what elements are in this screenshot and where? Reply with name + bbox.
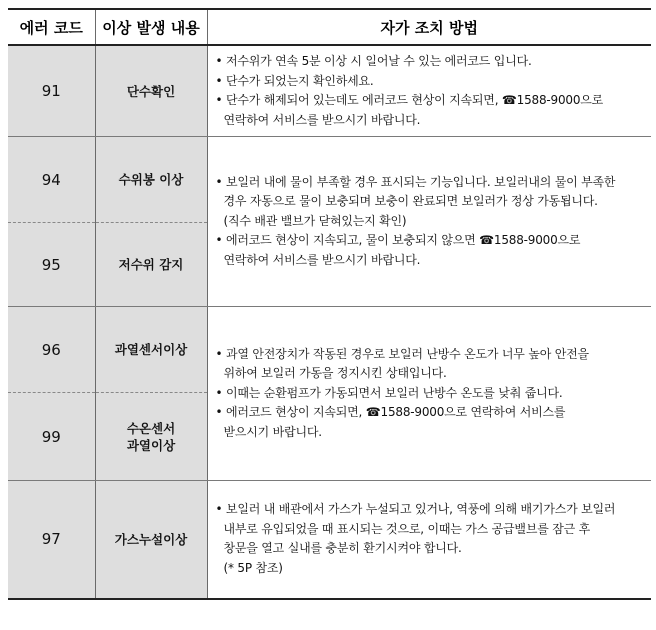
error-code-cell: 91: [8, 45, 95, 137]
issue-name-cell: 가스누설이상: [95, 481, 207, 599]
table-row: [8, 45, 651, 137]
error-code-table: [8, 8, 651, 600]
header-issue: 이상 발생 내용: [95, 9, 207, 45]
table-row: [8, 307, 651, 393]
table-row: [8, 481, 651, 599]
issue-name-cell: 수위봉 이상: [95, 137, 207, 223]
error-code-table-container: [8, 8, 651, 600]
table-header-row: [8, 9, 651, 45]
phone-icon: ☎: [501, 93, 517, 107]
error-code-cell: 97: [8, 481, 95, 599]
error-code-cell: 96: [8, 307, 95, 393]
issue-name-cell: 단수확인: [95, 45, 207, 137]
phone-icon: ☎: [365, 405, 381, 420]
header-self-action: 자가 조치 방법: [207, 9, 651, 45]
action-description-cell: • 보일러 내에 물이 부족할 경우 표시되는 기능입니다. 보일러내의 물이 부족한 경우 자동으로 물이 보충되며 보충이 완료되면 보일러가 정상 가동됩니다. (직수 배관 밸브가 닫혀있는지 확인) • 에러코드 현상이 지속되고, 물이 보충되지 않으면 ☎1588-9000으로 연락하여 서비스를 받으시기 바랍니다.: [207, 137, 651, 307]
error-code-cell: 94: [8, 137, 95, 223]
issue-name-cell: 과열센서이상: [95, 307, 207, 393]
header-error-code: 에러 코드: [8, 9, 95, 45]
action-description-cell: • 저수위가 연속 5분 이상 시 일어날 수 있는 에러코드 입니다. • 단수가 되었는지 확인하세요. • 단수가 해제되어 있는데도 에러코드 현상이 지속되면, ☎1588-9000으로 연락하여 서비스를 받으시기 바랍니다.: [207, 45, 651, 137]
error-code-cell: 95: [8, 223, 95, 307]
action-description-cell: • 보일러 내 배관에서 가스가 누설되고 있거나, 역풍에 의해 배기가스가 보일러 내부로 유입되었을 때 표시되는 것으로, 이때는 가스 공급밸브를 잠근 후 창문을 열고 실내를 충분히 환기시켜야 합니다. (* 5P 참조): [207, 481, 651, 599]
action-description-cell: • 과열 안전장치가 작동된 경우로 보일러 난방수 온도가 너무 높아 안전을 위하여 보일러 가동을 정지시킨 상태입니다. • 이때는 순환펌프가 가동되면서 보일러 난방수 온도를 낮춰 줍니다. • 에러코드 현상이 지속되면, ☎1588-9000으로 연락하여 서비스를 받으시기 바랍니다.: [207, 307, 651, 481]
issue-name-cell: 저수위 감지: [95, 223, 207, 307]
error-code-cell: 99: [8, 393, 95, 481]
table-row: [8, 137, 651, 223]
phone-icon: ☎: [479, 233, 494, 248]
issue-name-cell: 수온센서 과열이상: [95, 393, 207, 481]
